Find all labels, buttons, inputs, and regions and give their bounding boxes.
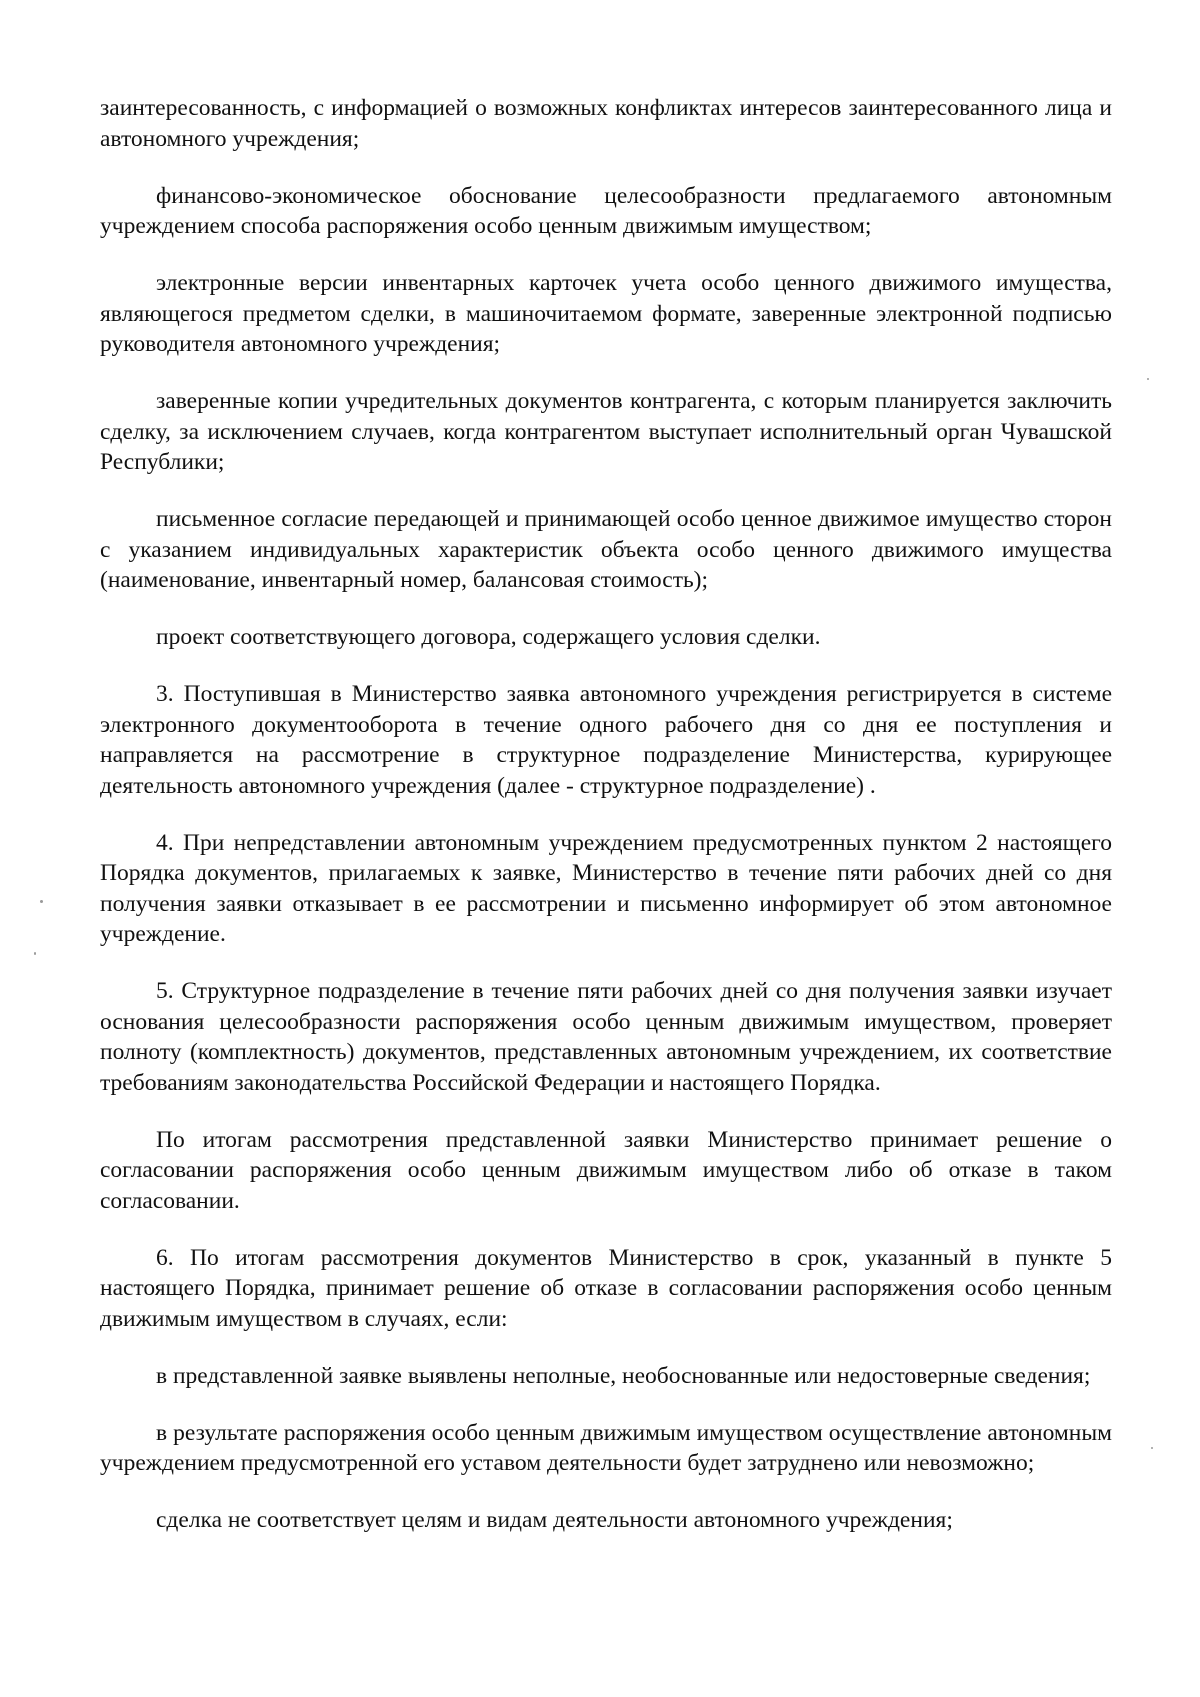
paragraph-item-5: 5. Структурное подразделение в течение пяти рабочих дней со дня получения заявки изучает основания целесообразности распоряжения особо ценным движимым имуществом, проверяет полноту (комплектность) документов, представленных автономным учреждением, их соответствие требованиям законодательства Российской Федерации и настоящего Порядка.: [100, 978, 1112, 1096]
paragraph-written-consent: письменное согласие передающей и принимающей особо ценное движимое имущество сторон с указанием индивидуальных характеристик объекта особо ценного движимого имущества (наименование, инвентарный номер, балансовая стоимость);: [100, 506, 1112, 593]
paragraph-item-3: 3. Поступившая в Министерство заявка автономного учреждения регистрируется в системе электронного документооборота в течение одного рабочего дня со дня ее поступления и направляется на рассмотрение в структурное подразделение Министерства, курирующее деятельность автономного учреждения (далее - структурное подразделение) .: [100, 681, 1112, 799]
paragraph-goals-mismatch: сделка не соответствует целям и видам деятельности автономного учреждения;: [156, 1507, 953, 1533]
paragraph-electronic-cards: электронные версии инвентарных карточек учета особо ценного движимого имущества, являющегося предметом сделки, в машиночитаемом формате, заверенные электронной подписью руководителя автономного учреждения;: [100, 270, 1112, 357]
paragraph-continuation: заинтересованность, с информацией о возможных конфликтах интересов заинтересованного лица и автономного учреждения;: [100, 95, 1112, 152]
scan-speck: [40, 900, 43, 903]
paragraph-financial-justification: финансово-экономическое обоснование целесообразности предлагаемого автономным учреждением способа распоряжения особо ценным движимым имуществом;: [100, 182, 1112, 239]
scan-speck: [1151, 1447, 1153, 1449]
paragraph-item-6: 6. По итогам рассмотрения документов Министерство в срок, указанный в пункте 5 настоящего Порядка, принимает решение об отказе в согласовании распоряжения особо ценным движимым имуществом в случаях, если:: [100, 1244, 1112, 1332]
paragraph-activity-impaired: в результате распоряжения особо ценным движимым имуществом осуществление автономным учреждением предусмотренной его уставом деятельности будет затруднено или невозможно;: [100, 1419, 1112, 1476]
paragraph-draft-contract: проект соответствующего договора, содержащего условия сделки.: [156, 624, 821, 650]
paragraph-counterparty-documents: заверенные копии учредительных документов контрагента, с которым планируется заключить сделку, за исключением случаев, когда контрагентом выступает исполнительный орган Чувашской Республики;: [100, 388, 1112, 475]
paragraph-incomplete-info: в представленной заявке выявлены неполные, необоснованные или недостоверные сведения;: [156, 1362, 1091, 1389]
document-body: [100, 93, 1112, 1562]
paragraph-review-results: По итогам рассмотрения представленной заявки Министерство принимает решение о согласовании распоряжения особо ценным движимым имуществом либо об отказе в таком согласовании.: [100, 1126, 1112, 1214]
scan-speck: [34, 952, 36, 955]
paragraph-item-4: 4. При непредставлении автономным учреждением предусмотренных пунктом 2 настоящего Порядка документов, прилагаемых к заявке, Министерство в течение пяти рабочих дней со дня получения заявки отказывает в ее рассмотрении и письменно информирует об этом автономное учреждение.: [100, 829, 1112, 947]
scan-speck: [1147, 378, 1149, 380]
